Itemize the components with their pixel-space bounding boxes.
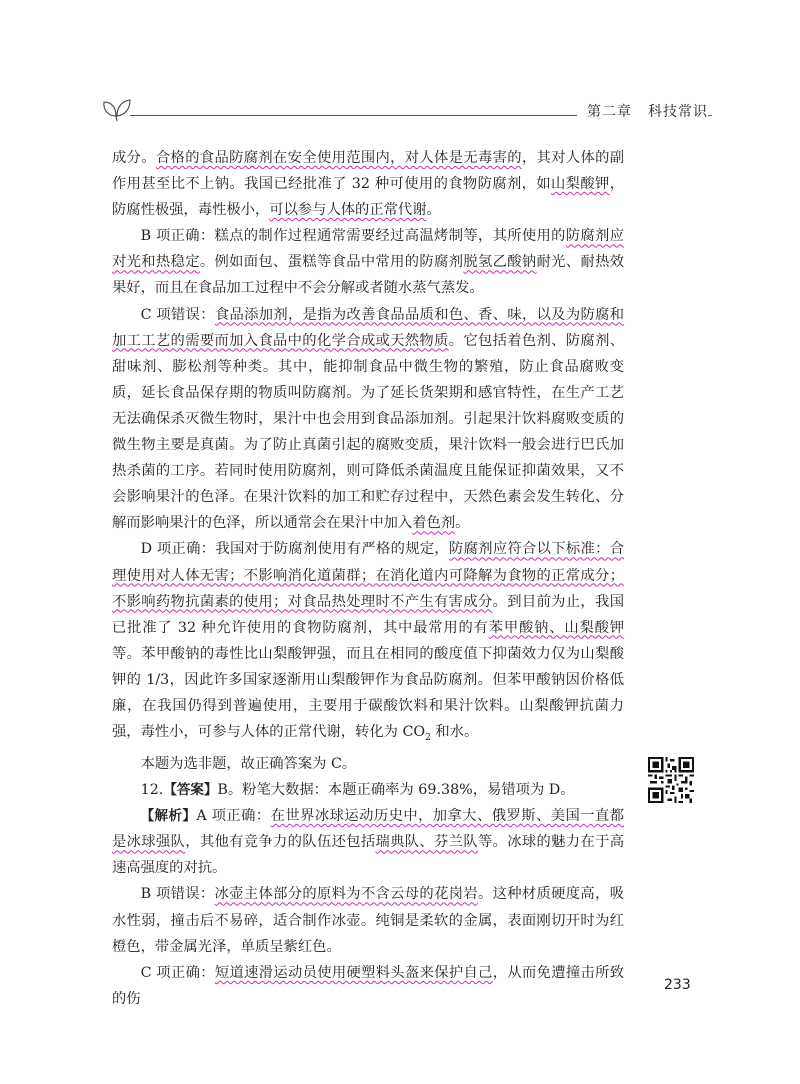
- page-header: [100, 96, 712, 126]
- text: D 项正确：我国对于防腐剂使用有严格的规定，: [140, 541, 450, 558]
- text: ，防腐性极强，毒性极小，: [112, 176, 625, 219]
- text: 。: [455, 515, 470, 532]
- answer-12: [112, 777, 624, 803]
- analysis-option-b: [112, 881, 624, 959]
- text: B 项正确：糕点的制作过程通常需要经过高温烤制等，其所使用的: [140, 228, 566, 245]
- highlight: 防腐剂应符合以下标准：合理使用对人体无害；不影响消化道菌群；在消化道内可降解为食物的正常成分；不影响药物抗菌素的使用；对食品热处理时不产生有害成分: [112, 541, 624, 610]
- text: 等。冰球的魅力在于高速高强度的对抗。: [112, 834, 625, 877]
- highlight: 可以参与人体的正常代谢: [269, 202, 427, 219]
- paragraph-option-d: [112, 536, 624, 751]
- highlight: 在世界冰球运动历史中，加拿大、俄罗斯、美国一直都是冰球强队: [112, 808, 624, 851]
- question-number: 12.: [140, 782, 164, 799]
- answer-label: 【答案】: [163, 782, 218, 799]
- highlight: 着色剂: [412, 515, 456, 532]
- page-body: [112, 145, 624, 1012]
- highlight: 冰壶主体部分的原料为不含云母的花岗岩: [214, 886, 478, 903]
- paragraph-1: [112, 145, 624, 223]
- highlight: 脱氢乙酸钠: [463, 254, 537, 271]
- chapter-number: 第二章: [587, 104, 632, 120]
- text: B 项错误：: [140, 886, 215, 903]
- text: 和水。: [430, 724, 479, 741]
- chapter-heading: [577, 101, 708, 121]
- highlight: 合格的食品防腐剂在安全使用范围内，对人体是无毒害的: [155, 150, 522, 166]
- analysis-option-c: [112, 960, 624, 1012]
- page-number: 233: [664, 977, 691, 993]
- chapter-title: 科技常识: [648, 104, 708, 120]
- highlight: 山梨酸钾: [551, 176, 610, 193]
- text: ，从而免遭撞击所致的伤: [112, 964, 625, 1007]
- text: 耐光、耐热效果好，而且在食品加工过程中不会分解或者随水蒸气蒸发。: [112, 254, 625, 297]
- subscript: 2: [425, 732, 431, 743]
- paragraph-option-b: [112, 223, 624, 301]
- text: 等。苯甲酸钠的毒性比山梨酸钾强，而且在相同的酸度值下抑菌效力仅为山梨酸钾的 1/3，因此许多国家逐渐用山梨酸钾作为食品防腐剂。但苯甲酸钠因价格低廉，在我国仍得到普遍使用，主要用于碳酸饮料和果汁饮料。山梨酸钾抗菌力强，毒性小，可参与人体的正常代谢，转化为 CO: [112, 645, 624, 741]
- paragraph-conclusion: [112, 751, 624, 777]
- leaf-ornament-icon: [100, 96, 134, 122]
- text: 。这种材质硬度高，吸水性弱，撞击后不易碎，适合制作冰壶。纯铜是柔软的金属，表面刚切开时为红橙色，带金属光泽，单质呈紫红色。: [112, 886, 625, 955]
- text: A 项正确：: [196, 808, 271, 825]
- text: ，其对人体的副作用甚至比不上钠。我国已经批准了 32 种可使用的食物防腐剂，如: [112, 150, 625, 193]
- highlight: 短道速滑运动员使用硬塑料头盔来保护自己: [214, 964, 493, 981]
- text: 。它包括着色剂、防腐剂、甜味剂、膨松剂等种类。其中，能抑制食品中微生物的繁殖，防止食品腐败变质，延长食品保存期的物质叫防腐剂。为了延长货架期和感官特性，在生产工艺无法确保杀灭微生物时，果汁中也会用到食品添加剂。引起果汁饮料腐败变质的微生物主要是真菌。为了防止真菌引起的腐败变质，果汁饮料一般会进行巴氏加热杀菌的工序。若同时使用防腐剂，则可降低杀菌温度且能保证抑菌效果，又不会影响果汁的色泽。在果汁饮料的加工和贮存过程中，天然色素会发生转化、分解而影响果汁的色泽，所以通常会在果汁中加入: [112, 332, 625, 532]
- text: 。到目前为止，我国已批准了 32 种允许使用的食物防腐剂，其中最常用的有: [112, 593, 624, 636]
- text: 。例如面包、蛋糕等食品中常用的防腐剂: [199, 254, 464, 271]
- analysis-option-a: [112, 803, 624, 881]
- qr-code-icon[interactable]: [648, 757, 694, 803]
- highlight: 食品添加剂，是指为改善食品品质和色、香、味，以及为防腐和加工工艺的需要而加入食品中的化学合成或天然物质: [112, 306, 625, 349]
- text: C 项正确：: [140, 964, 215, 981]
- highlight: 苯甲酸钠、山梨酸钾: [488, 619, 625, 636]
- text: B。粉笔大数据：本题正确率为 69.38%，易错项为 D。: [217, 782, 575, 799]
- highlight: 防腐剂应对光和热稳定: [112, 228, 624, 271]
- text: 本题为选非题，故正确答案为 C。: [140, 756, 357, 773]
- analysis-label: 【解析】: [140, 808, 197, 825]
- paragraph-option-c: [112, 302, 624, 537]
- text: C 项错误：: [140, 306, 215, 323]
- text: 成分。: [112, 150, 156, 166]
- text: ，其他有竞争力的队伍还包括: [185, 834, 376, 851]
- text: 。: [426, 202, 441, 219]
- highlight: 瑞典队、芬兰队: [375, 834, 478, 851]
